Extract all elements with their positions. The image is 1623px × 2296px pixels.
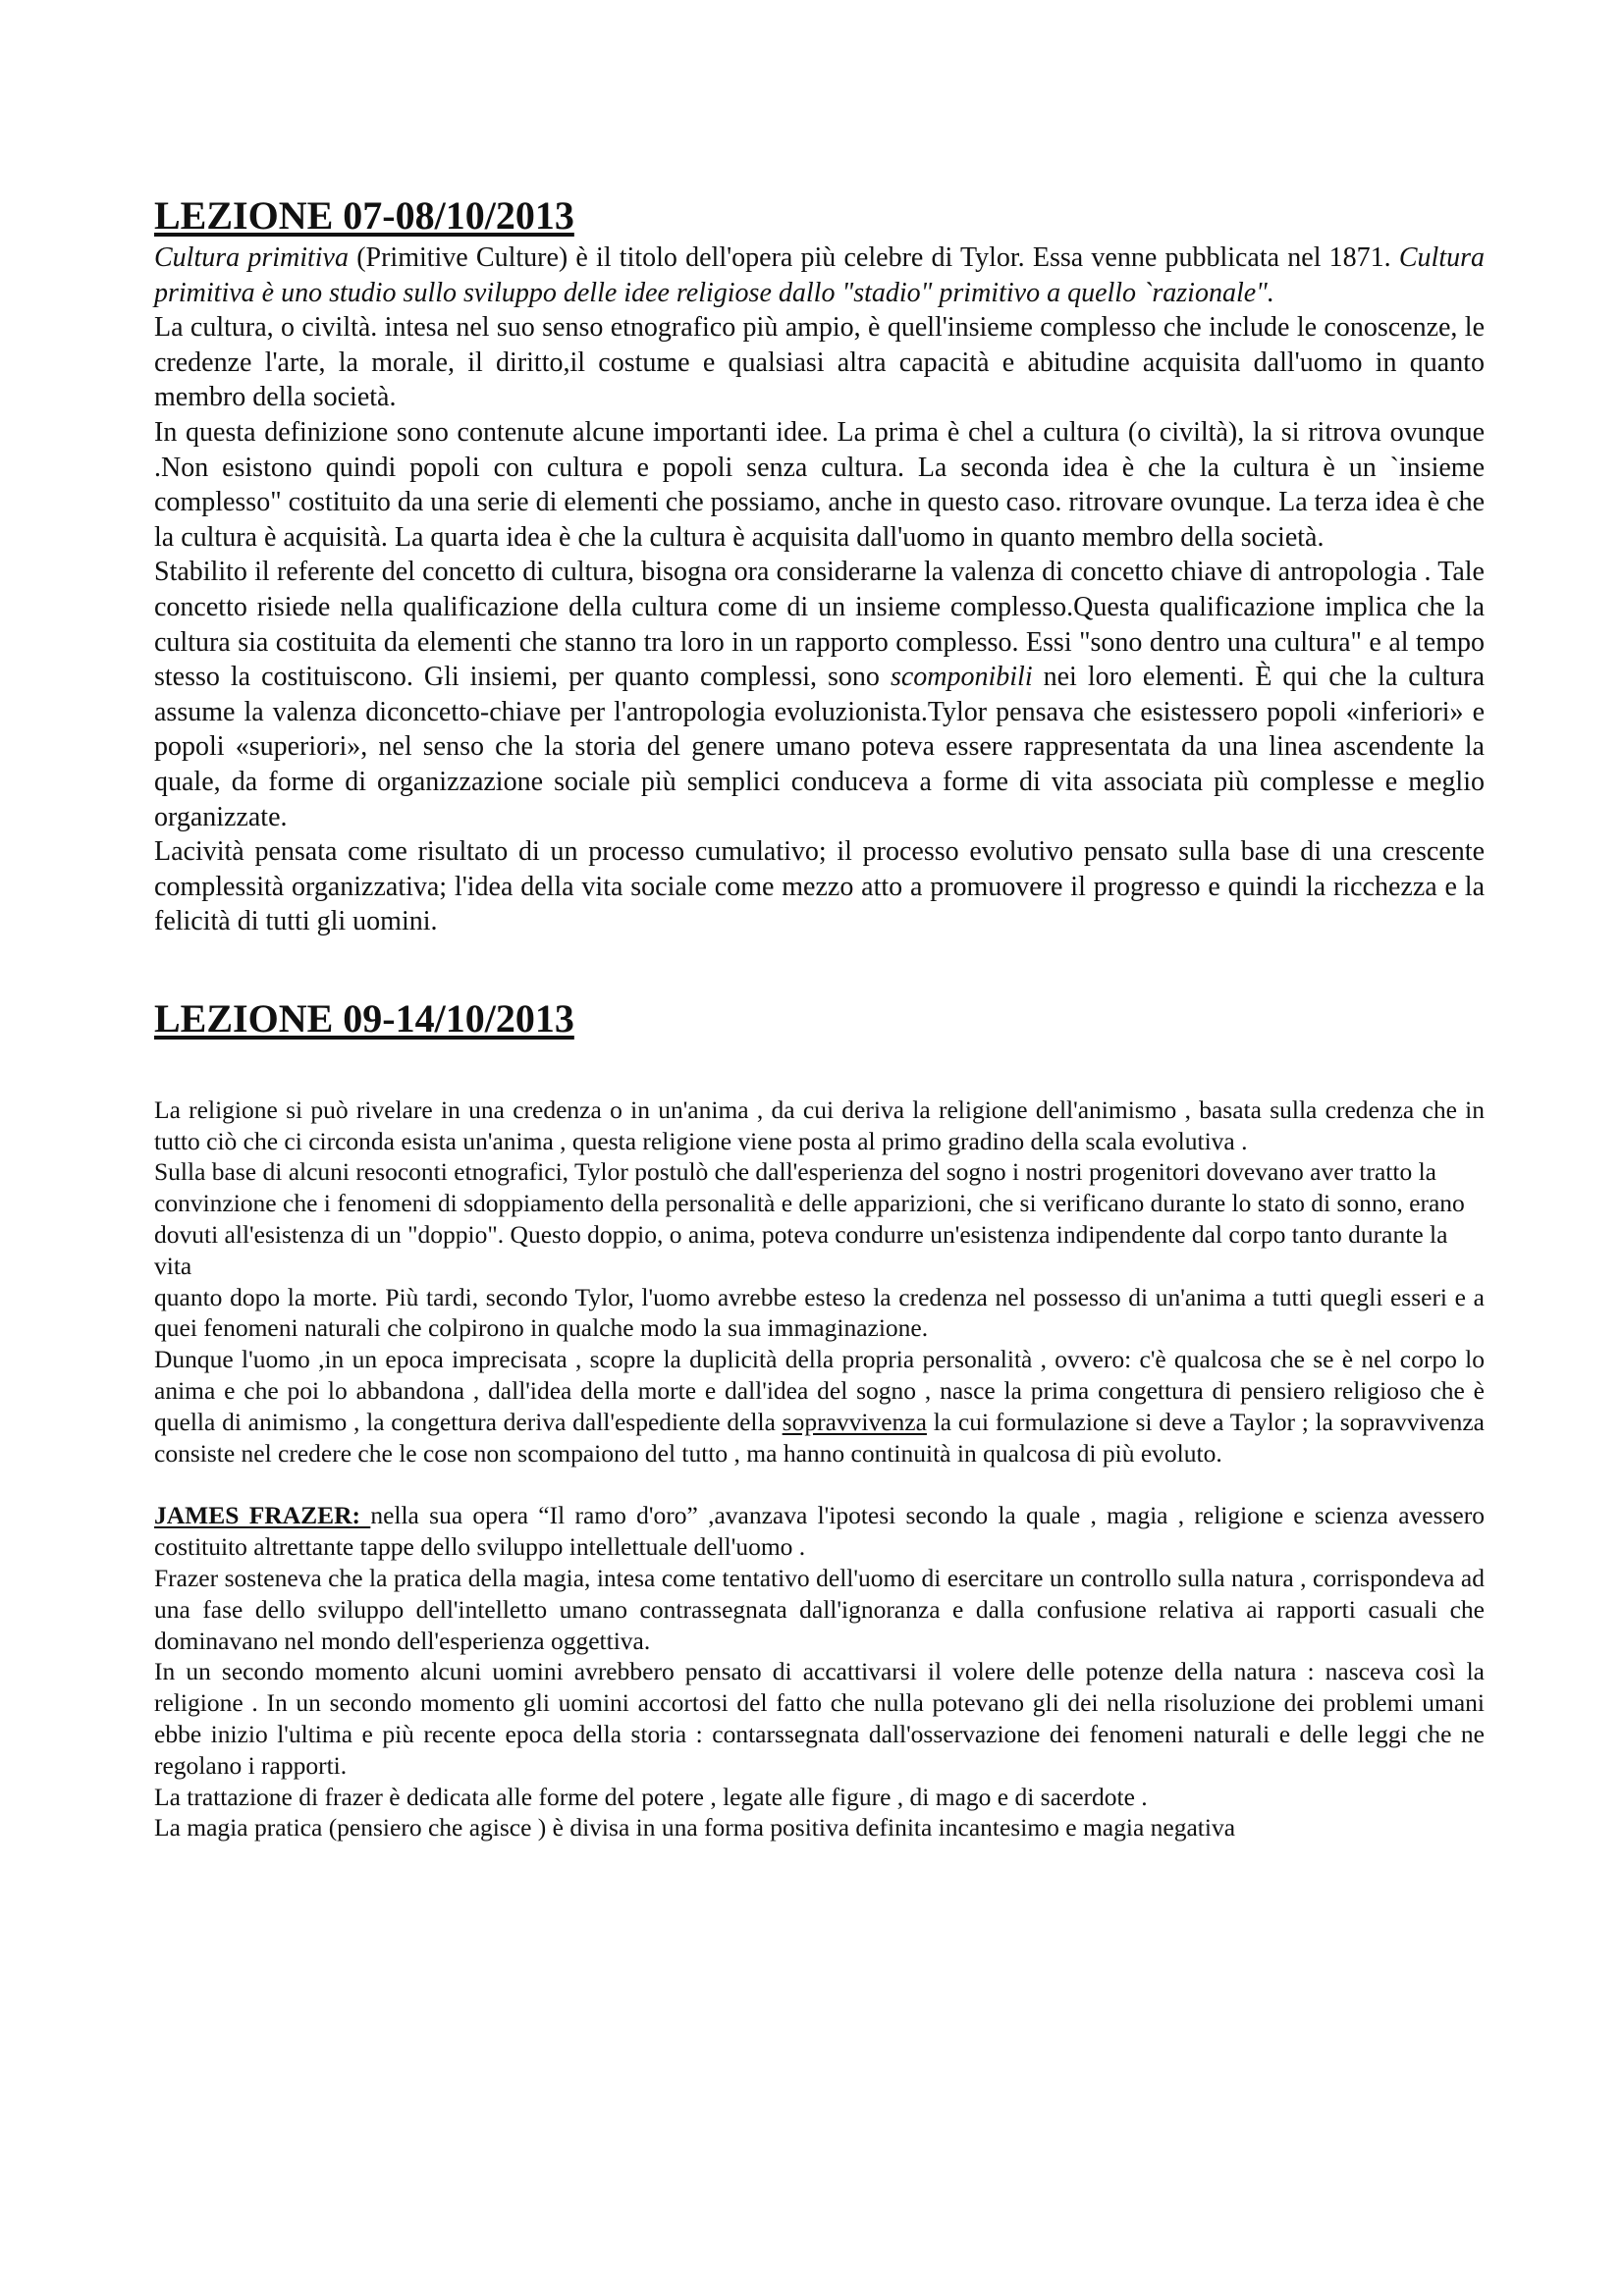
lesson-heading-1: LEZIONE 07-08/10/2013	[154, 193, 574, 238]
underlined-term: sopravvivenza	[782, 1407, 927, 1436]
paragraph: Lacività pensata come risultato di un processo cumulativo; il processo evolutivo pensato sulla base di una crescente complessità organizzativa; l'idea della vita sociale come mezzo atto a promuovere il progresso e quindi la ricchezza e la felicità di tutti gli uomini.	[154, 836, 1485, 937]
lesson-section-1	[154, 191, 1485, 939]
book-title: Cultura primitiva	[154, 242, 349, 273]
author-label: JAMES FRAZER:	[154, 1501, 371, 1530]
lesson-heading-2: LEZIONE 09-14/10/2013	[154, 995, 574, 1041]
paragraph: Sulla base di alcuni resoconti etnografici, Tylor postulò che dall'esperienza del sogno i nostri progenitori dovevano aver tratto la convinzione che i fenomeni di sdoppiamento della personalità e delle apparizioni, che si verificano durante lo stato di sonno, erano dovuti all'esistenza di un "doppio". Questo doppio, o anima, poteva condurre un'esistenza indipendente dal corpo tanto durante la vita	[154, 1157, 1465, 1280]
italic-text: Cultura primitiva è uno studio sullo sviluppo delle idee religiose dallo "stadio" primitivo a quello `razionale".	[154, 242, 1485, 308]
paragraph: quanto dopo la morte. Più tardi, secondo Tylor, l'uomo avrebbe esteso la credenza nel possesso di un'anima a tutti quegli esseri e a quei fenomeni naturali che colpirono in qualche modo la sua immaginazione.	[154, 1282, 1485, 1343]
lesson-section-2	[154, 994, 1485, 1843]
paragraph: La magia pratica (pensiero che agisce ) è divisa in una forma positiva definita incantesimo e magia negativa	[154, 1813, 1236, 1842]
spacer	[154, 1043, 1485, 1095]
paragraph: JAMES FRAZER: nella sua opera “Il ramo d'oro” ,avanzava l'ipotesi secondo la quale , magia , religione e scienza avessero costituito altrettante tappe dello sviluppo intellettuale dell'uomo .	[154, 1501, 1485, 1562]
paragraph: La cultura, o civiltà. intesa nel suo senso etnografico più ampio, è quell'insieme complesso che include le conoscenze, le credenze l'arte, la morale, il diritto,il costume e qualsiasi altra capacità e abitudine acquisita dall'uomo in quanto membro della società.	[154, 312, 1485, 413]
document-body	[154, 191, 1485, 1843]
paragraph: In un secondo momento alcuni uomini avrebbero pensato di accattivarsi il volere delle potenze della natura : nasceva così la religione . In un secondo momento gli uomini accortosi del fatto che nulla potevano gli dei nella risoluzione dei problemi umani ebbe inizio l'ultima e più recente epoca della storia : contarssegnata dall'osservazione dei fenomeni naturali e delle leggi che ne regolano i rapporti.	[154, 1657, 1485, 1780]
spacer	[154, 1468, 1485, 1500]
paragraph: La trattazione di frazer è dedicata alle forme del potere , legate alle figure , di mago e di sacerdote .	[154, 1782, 1148, 1811]
paragraph: La religione si può rivelare in una credenza o in un'anima , da cui deriva la religione dell'animismo , basata sulla credenza che in tutto ciò che ci circonda esista un'anima , questa religione viene posta al primo gradino della scala evolutiva .	[154, 1095, 1485, 1155]
paragraph: Stabilito il referente del concetto di cultura, bisogna ora considerarne la valenza di concetto chiave di antropologia . Tale concetto risiede nella qualificazione della cultura come di un insieme complesso.Questa qualificazione implica che la cultura sia costituita da elementi che stanno tra loro in un rapporto complesso. Essi "sono dentro una cultura" e al tempo stesso la costituiscono. Gli insiemi, per quanto complessi, sono scomponibili nei loro elementi. È qui che la cultura assume la valenza diconcetto-chiave per l'antropologia evoluzionista.Tylor pensava che esistessero popoli «inferiori» e popoli «superiori», nel senso che la storia del genere umano poteva essere rappresentata da una linea ascendente la quale, da forme di organizzazione sociale più semplici conduceva a forme di vita associata più complesse e meglio organizzate.	[154, 557, 1485, 832]
spacer	[154, 939, 1485, 994]
paragraph: In questa definizione sono contenute alcune importanti idee. La prima è chel a cultura (o civiltà), la si ritrova ovunque .Non esistono quindi popoli con cultura e popoli senza cultura. La seconda idea è che la cultura è un `insieme complesso" costituito da una serie di elementi che possiamo, anche in questo caso. ritrovare ovunque. La terza idea è che la cultura è acquisità. La quarta idea è che la cultura è acquisita dall'uomo in quanto membro della società.	[154, 416, 1485, 553]
paragraph: Frazer sosteneva che la pratica della magia, intesa come tentativo dell'uomo di esercitare un controllo sulla natura , corrispondeva ad una fase dello sviluppo dell'intelletto umano contrassegnata dall'ignoranza e dalla confusione relativa ai rapporti casuali che dominavano nel mondo dell'esperienza oggettiva.	[154, 1564, 1485, 1655]
italic-text: scomponibili	[890, 662, 1033, 693]
paragraph: Cultura primitiva (Primitive Culture) è il titolo dell'opera più celebre di Tylor. Essa venne pubblicata nel 1871. Cultura primitiva è uno studio sullo sviluppo delle idee religiose dallo "stadio" primitivo a quello `razionale".	[154, 242, 1485, 308]
paragraph: Dunque l'uomo ,in un epoca imprecisata , scopre la duplicità della propria personalità , ovvero: c'è qualcosa che se è nel corpo lo anima e che poi lo abbandona , dall'idea della morte e dall'idea del sogno , nasce la prima congettura di pensiero religioso che è quella di animismo , la congettura deriva dall'espediente della sopravvivenza la cui formulazione si deve a Taylor ; la sopravvivenza consiste nel credere che le cose non scompaiono del tutto , ma hanno continuità in qualcosa di più evoluto.	[154, 1345, 1485, 1468]
